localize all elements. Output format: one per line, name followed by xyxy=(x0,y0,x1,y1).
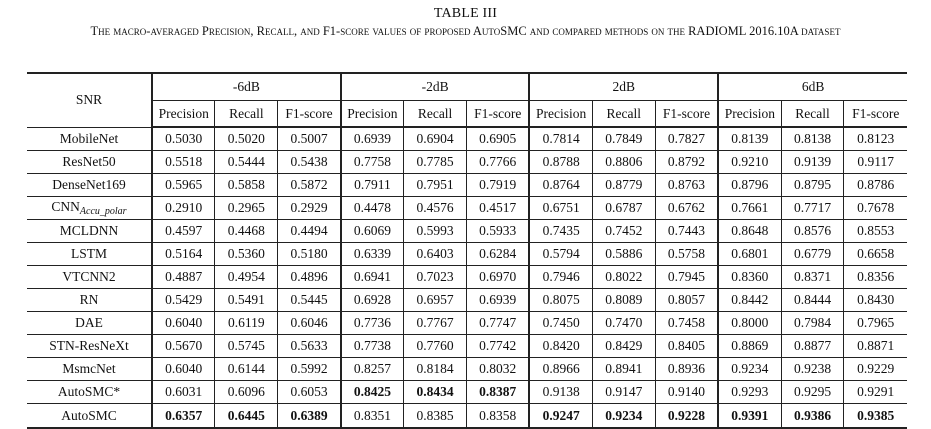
table-cell: 0.8764 xyxy=(529,174,592,197)
table-cell: 0.7023 xyxy=(404,266,467,289)
method-name-cell xyxy=(27,335,152,358)
table-cell: 0.7946 xyxy=(529,266,592,289)
table-cell: 0.5438 xyxy=(278,151,341,174)
table-cell: 0.4597 xyxy=(152,220,215,243)
table-cell: 0.2965 xyxy=(215,197,278,220)
table-cell: 0.5758 xyxy=(655,243,718,266)
table-cell: 0.7758 xyxy=(341,151,404,174)
header-group-3: 6dB xyxy=(718,73,907,101)
table-cell: 0.5360 xyxy=(215,243,278,266)
header-group-0: -6dB xyxy=(152,73,341,101)
table-cell: 0.7742 xyxy=(467,335,530,358)
table-cell: 0.8425 xyxy=(341,381,404,404)
results-table-container xyxy=(27,72,907,429)
table-cell: 0.5933 xyxy=(467,220,530,243)
table-row xyxy=(27,220,907,243)
table-cell: 0.7919 xyxy=(467,174,530,197)
header-metric-precision: Precision xyxy=(718,101,781,128)
table-cell: 0.9238 xyxy=(781,358,844,381)
table-cell: 0.8429 xyxy=(592,335,655,358)
header-metric-f1-score: F1-score xyxy=(278,101,341,128)
table-cell: 0.6403 xyxy=(404,243,467,266)
table-cell: 0.8806 xyxy=(592,151,655,174)
table-cell: 0.6445 xyxy=(215,404,278,429)
table-cell: 0.6939 xyxy=(341,127,404,151)
header-metric-precision: Precision xyxy=(341,101,404,128)
method-name-cell xyxy=(27,127,152,151)
method-name-subscript: Accu_polar xyxy=(79,206,127,217)
table-cell: 0.4494 xyxy=(278,220,341,243)
table-cell: 0.7965 xyxy=(844,312,907,335)
header-metric-recall: Recall xyxy=(215,101,278,128)
table-cell: 0.8022 xyxy=(592,266,655,289)
table-cell: 0.8444 xyxy=(781,289,844,312)
table-cell: 0.6096 xyxy=(215,381,278,404)
table-cell: 0.6069 xyxy=(341,220,404,243)
table-cell: 0.5444 xyxy=(215,151,278,174)
table-cell: 0.9385 xyxy=(844,404,907,429)
table-cell: 0.4887 xyxy=(152,266,215,289)
table-row xyxy=(27,335,907,358)
table-cell: 0.9291 xyxy=(844,381,907,404)
table-cell: 0.8430 xyxy=(844,289,907,312)
method-name-cell xyxy=(27,404,152,429)
method-name-cell xyxy=(27,151,152,174)
table-cell: 0.4478 xyxy=(341,197,404,220)
table-cell: 0.5670 xyxy=(152,335,215,358)
table-cell: 0.9234 xyxy=(718,358,781,381)
method-name-cell xyxy=(27,358,152,381)
table-cell: 0.8795 xyxy=(781,174,844,197)
table-cell: 0.6905 xyxy=(467,127,530,151)
method-name-cell xyxy=(27,243,152,266)
table-cell: 0.9228 xyxy=(655,404,718,429)
header-row-metrics xyxy=(27,101,907,128)
header-metric-recall: Recall xyxy=(404,101,467,128)
table-cell: 0.8941 xyxy=(592,358,655,381)
table-cell: 0.7435 xyxy=(529,220,592,243)
table-cell: 0.8788 xyxy=(529,151,592,174)
table-cell: 0.7443 xyxy=(655,220,718,243)
method-name: AutoSMC* xyxy=(57,384,121,399)
table-cell: 0.6801 xyxy=(718,243,781,266)
table-cell: 0.8358 xyxy=(467,404,530,429)
table-cell: 0.4954 xyxy=(215,266,278,289)
table-cell: 0.9139 xyxy=(781,151,844,174)
header-metric-f1-score: F1-score xyxy=(655,101,718,128)
method-name: MsmcNet xyxy=(62,361,116,376)
table-cell: 0.8356 xyxy=(844,266,907,289)
table-cell: 0.6941 xyxy=(341,266,404,289)
table-cell: 0.5518 xyxy=(152,151,215,174)
table-row xyxy=(27,289,907,312)
method-name-cell xyxy=(27,381,152,404)
table-cell: 0.7717 xyxy=(781,197,844,220)
table-cell: 0.4468 xyxy=(215,220,278,243)
method-name: CNN xyxy=(51,199,80,214)
table-row xyxy=(27,312,907,335)
table-cell: 0.5180 xyxy=(278,243,341,266)
table-cell: 0.5164 xyxy=(152,243,215,266)
table-cell: 0.8779 xyxy=(592,174,655,197)
table-cell: 0.8257 xyxy=(341,358,404,381)
table-cell: 0.6339 xyxy=(341,243,404,266)
table-cell: 0.6119 xyxy=(215,312,278,335)
method-name: AutoSMC xyxy=(61,407,117,423)
table-cell: 0.6031 xyxy=(152,381,215,404)
method-name: DAE xyxy=(75,315,103,330)
table-cell: 0.8184 xyxy=(404,358,467,381)
table-cell: 0.8123 xyxy=(844,127,907,151)
table-cell: 0.5965 xyxy=(152,174,215,197)
table-cell: 0.5030 xyxy=(152,127,215,151)
table-cell: 0.8000 xyxy=(718,312,781,335)
table-cell: 0.5429 xyxy=(152,289,215,312)
table-cell: 0.6144 xyxy=(215,358,278,381)
table-cell: 0.9138 xyxy=(529,381,592,404)
header-group-2: 2dB xyxy=(529,73,718,101)
header-snr: SNR xyxy=(27,73,152,127)
table-cell: 0.8936 xyxy=(655,358,718,381)
table-cell: 0.7814 xyxy=(529,127,592,151)
method-name-cell xyxy=(27,174,152,197)
table-row xyxy=(27,266,907,289)
table-cell: 0.8057 xyxy=(655,289,718,312)
header-row-snr xyxy=(27,73,907,101)
table-cell: 0.9234 xyxy=(592,404,655,429)
header-metric-recall: Recall xyxy=(781,101,844,128)
table-cell: 0.6053 xyxy=(278,381,341,404)
table-cell: 0.8351 xyxy=(341,404,404,429)
table-cell: 0.7951 xyxy=(404,174,467,197)
method-name: VTCNN2 xyxy=(62,269,116,284)
table-cell: 0.7458 xyxy=(655,312,718,335)
method-name: STN-ResNeXt xyxy=(49,338,129,353)
table-cell: 0.5886 xyxy=(592,243,655,266)
table-cell: 0.4517 xyxy=(467,197,530,220)
table-cell: 0.8089 xyxy=(592,289,655,312)
table-cell: 0.8792 xyxy=(655,151,718,174)
table-cell: 0.7736 xyxy=(341,312,404,335)
table-cell: 0.9117 xyxy=(844,151,907,174)
table-row xyxy=(27,151,907,174)
method-name-cell xyxy=(27,197,152,220)
header-group-1: -2dB xyxy=(341,73,530,101)
table-cell: 0.6658 xyxy=(844,243,907,266)
table-cell: 0.7849 xyxy=(592,127,655,151)
table-cell: 0.5858 xyxy=(215,174,278,197)
table-cell: 0.6928 xyxy=(341,289,404,312)
method-name: DenseNet169 xyxy=(52,177,126,192)
table-cell: 0.5992 xyxy=(278,358,341,381)
table-cell: 0.6284 xyxy=(467,243,530,266)
table-cell: 0.6046 xyxy=(278,312,341,335)
table-cell: 0.9147 xyxy=(592,381,655,404)
table-cell: 0.5445 xyxy=(278,289,341,312)
table-cell: 0.8786 xyxy=(844,174,907,197)
table-cell: 0.9386 xyxy=(781,404,844,429)
table-cell: 0.8869 xyxy=(718,335,781,358)
method-name: MCLDNN xyxy=(59,223,119,238)
table-cell: 0.6779 xyxy=(781,243,844,266)
table-row xyxy=(27,358,907,381)
table-cell: 0.8032 xyxy=(467,358,530,381)
table-cell: 0.5794 xyxy=(529,243,592,266)
table-cell: 0.7767 xyxy=(404,312,467,335)
table-cell: 0.9293 xyxy=(718,381,781,404)
table-cell: 0.6957 xyxy=(404,289,467,312)
table-cell: 0.8442 xyxy=(718,289,781,312)
table-row xyxy=(27,127,907,151)
table-row xyxy=(27,404,907,429)
table-cell: 0.5491 xyxy=(215,289,278,312)
table-cell: 0.8576 xyxy=(781,220,844,243)
table-cell: 0.2910 xyxy=(152,197,215,220)
table-cell: 0.8420 xyxy=(529,335,592,358)
table-cell: 0.6762 xyxy=(655,197,718,220)
table-cell: 0.8385 xyxy=(404,404,467,429)
table-cell: 0.7470 xyxy=(592,312,655,335)
table-cell: 0.8796 xyxy=(718,174,781,197)
method-name: ResNet50 xyxy=(62,154,116,169)
table-cell: 0.8387 xyxy=(467,381,530,404)
method-name: RN xyxy=(79,292,99,307)
header-metric-recall: Recall xyxy=(592,101,655,128)
table-cell: 0.9229 xyxy=(844,358,907,381)
table-cell: 0.7766 xyxy=(467,151,530,174)
table-cell: 0.6040 xyxy=(152,312,215,335)
table-row xyxy=(27,381,907,404)
table-cell: 0.8966 xyxy=(529,358,592,381)
table-cell: 0.7747 xyxy=(467,312,530,335)
table-cell: 0.7785 xyxy=(404,151,467,174)
table-caption xyxy=(0,6,931,39)
table-cell: 0.6970 xyxy=(467,266,530,289)
table-cell: 0.7911 xyxy=(341,174,404,197)
header-metric-precision: Precision xyxy=(529,101,592,128)
table-cell: 0.8763 xyxy=(655,174,718,197)
table-row xyxy=(27,174,907,197)
table-row xyxy=(27,243,907,266)
table-cell: 0.7661 xyxy=(718,197,781,220)
table-cell: 0.9140 xyxy=(655,381,718,404)
table-cell: 0.7760 xyxy=(404,335,467,358)
method-name-cell xyxy=(27,312,152,335)
table-title: The macro-averaged Precision, Recall, and F1-score values of proposed AutoSMC and compared methods on the RADIOML 2016.10A dataset xyxy=(90,24,841,38)
table-cell: 0.5745 xyxy=(215,335,278,358)
table-cell: 0.7450 xyxy=(529,312,592,335)
table-cell: 0.6904 xyxy=(404,127,467,151)
table-cell: 0.7452 xyxy=(592,220,655,243)
table-cell: 0.4896 xyxy=(278,266,341,289)
method-name: MobileNet xyxy=(59,130,119,146)
results-table xyxy=(27,72,907,429)
table-cell: 0.8360 xyxy=(718,266,781,289)
table-cell: 0.5007 xyxy=(278,127,341,151)
table-cell: 0.9247 xyxy=(529,404,592,429)
header-metric-precision: Precision xyxy=(152,101,215,128)
table-cell: 0.6040 xyxy=(152,358,215,381)
header-metric-f1-score: F1-score xyxy=(467,101,530,128)
table-cell: 0.7678 xyxy=(844,197,907,220)
table-cell: 0.8138 xyxy=(781,127,844,151)
table-cell: 0.8139 xyxy=(718,127,781,151)
table-cell: 0.8871 xyxy=(844,335,907,358)
table-cell: 0.8553 xyxy=(844,220,907,243)
table-cell: 0.5993 xyxy=(404,220,467,243)
method-name: LSTM xyxy=(70,246,107,261)
table-cell: 0.2929 xyxy=(278,197,341,220)
table-cell: 0.9295 xyxy=(781,381,844,404)
table-cell: 0.5633 xyxy=(278,335,341,358)
table-cell: 0.5020 xyxy=(215,127,278,151)
header-metric-f1-score: F1-score xyxy=(844,101,907,128)
method-name-cell xyxy=(27,220,152,243)
table-cell: 0.8877 xyxy=(781,335,844,358)
table-cell: 0.6357 xyxy=(152,404,215,429)
method-name-cell xyxy=(27,289,152,312)
table-cell: 0.5872 xyxy=(278,174,341,197)
table-row xyxy=(27,197,907,220)
table-cell: 0.8371 xyxy=(781,266,844,289)
table-cell: 0.7738 xyxy=(341,335,404,358)
table-body xyxy=(27,127,907,428)
table-cell: 0.7827 xyxy=(655,127,718,151)
table-cell: 0.9210 xyxy=(718,151,781,174)
table-cell: 0.6787 xyxy=(592,197,655,220)
table-cell: 0.6751 xyxy=(529,197,592,220)
table-cell: 0.8648 xyxy=(718,220,781,243)
table-cell: 0.6939 xyxy=(467,289,530,312)
table-cell: 0.7945 xyxy=(655,266,718,289)
table-cell: 0.8434 xyxy=(404,381,467,404)
method-name-cell xyxy=(27,266,152,289)
table-cell: 0.6389 xyxy=(278,404,341,429)
table-cell: 0.8075 xyxy=(529,289,592,312)
table-cell: 0.7984 xyxy=(781,312,844,335)
table-cell: 0.8405 xyxy=(655,335,718,358)
table-cell: 0.4576 xyxy=(404,197,467,220)
table-label: TABLE III xyxy=(433,6,498,21)
table-cell: 0.9391 xyxy=(718,404,781,429)
